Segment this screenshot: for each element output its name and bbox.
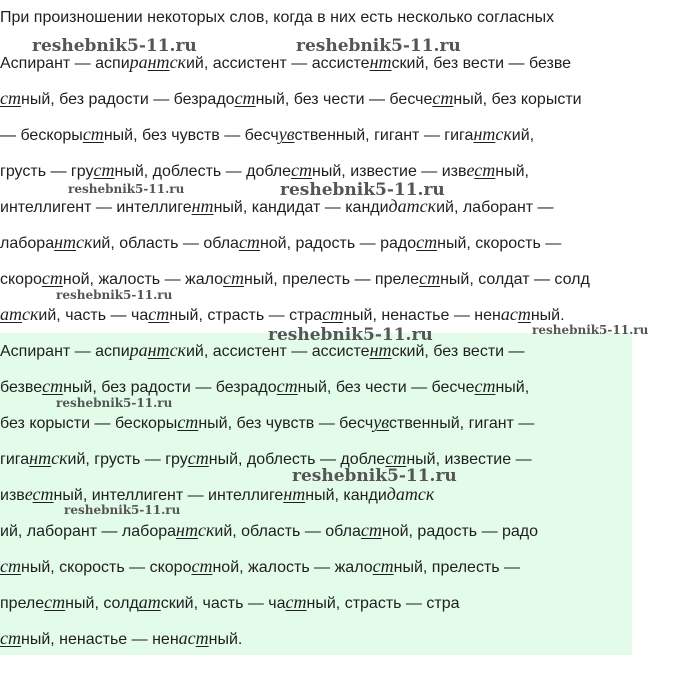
underlined-letters: т xyxy=(195,628,209,648)
text-segment: ий, грусть — гру xyxy=(67,451,188,468)
underlined-letters: ст xyxy=(41,268,63,288)
text-line xyxy=(0,268,590,288)
watermark: reshebnik5-11.ru xyxy=(68,182,185,196)
watermark: reshebnik5-11.ru xyxy=(296,36,461,56)
text-segment: ный, без радости — безрадо xyxy=(21,91,235,108)
text-line xyxy=(0,160,529,180)
text-segment: скоро xyxy=(0,271,42,288)
text-segment: ный, без корысти xyxy=(453,91,582,108)
text-segment: безве xyxy=(0,379,43,396)
italic-letters: ск xyxy=(169,52,186,72)
text-segment: ный, интеллигент — интеллиге xyxy=(53,487,284,504)
watermark: reshebnik5-11.ru xyxy=(32,36,197,56)
text-segment: ий, часть — ча xyxy=(38,307,149,324)
text-segment: ный, кандидат — канди xyxy=(213,199,389,216)
text-segment: ный, без чувств — бесч xyxy=(198,415,374,432)
text-segment: ный, xyxy=(495,163,529,180)
text-segment: ный, xyxy=(495,379,530,396)
underlined-letters: ст xyxy=(82,124,104,144)
text-segment: без корысти — бескоры xyxy=(0,415,178,432)
underlined-letters: ст xyxy=(474,160,496,180)
text-segment: изв xyxy=(0,487,25,504)
watermark: reshebnik5-11.ru xyxy=(532,323,649,337)
text-segment: ный, без радости — безрадо xyxy=(63,379,277,396)
watermark: reshebnik5-11.ru xyxy=(268,325,433,345)
underlined-letters: т xyxy=(517,304,531,324)
text-line xyxy=(0,556,520,576)
underlined-letters: ст xyxy=(32,484,54,504)
text-line xyxy=(0,124,534,144)
text-segment: ный, солдат — солд xyxy=(440,271,590,288)
text-segment: ий, ассистент — ассисте xyxy=(185,55,370,72)
text-line xyxy=(0,52,571,72)
text-segment: ский, без вести — xyxy=(391,343,525,360)
underlined-letters: ст xyxy=(322,304,344,324)
underlined-letters: ст xyxy=(285,592,307,612)
underlined-letters: ст xyxy=(432,88,454,108)
text-line xyxy=(0,304,565,324)
text-segment: ий, ассистент — ассисте xyxy=(185,343,370,360)
italic-letters: ра xyxy=(129,52,148,72)
italic-letters: е xyxy=(24,484,33,504)
italic-letters: ра xyxy=(129,340,148,360)
text-segment: ный, без чести — бесче xyxy=(255,91,433,108)
italic-letters: да xyxy=(386,484,405,504)
underlined-letters: нт xyxy=(191,196,214,216)
italic-letters: ск xyxy=(495,124,512,144)
text-segment: ий, область — обла xyxy=(92,235,239,252)
text-line xyxy=(0,232,561,252)
underlined-letters: нт xyxy=(283,484,306,504)
text-segment: Аспирант — аспи xyxy=(0,55,130,72)
text-segment: ный, без чести — бесче xyxy=(297,379,475,396)
text-segment: ный, солд xyxy=(65,595,139,612)
underlined-letters: ст xyxy=(385,448,407,468)
text-line xyxy=(0,484,434,504)
text-segment: ный, доблесть — добле xyxy=(208,451,386,468)
text-segment: ственный, гигант — xyxy=(389,415,535,432)
underlined-letters: ст xyxy=(372,556,394,576)
text-segment: — бескоры xyxy=(0,127,83,144)
underlined-letters: ст xyxy=(238,232,260,252)
text-line xyxy=(0,448,532,468)
text-line xyxy=(0,628,242,648)
text-segment: ственный, гигант — гига xyxy=(294,127,474,144)
text-segment: преле xyxy=(0,595,45,612)
text-line xyxy=(0,376,529,396)
italic-letters: ск xyxy=(197,520,215,540)
text-segment: ий, лаборант — xyxy=(436,199,554,216)
underlined-letters: ст xyxy=(177,412,199,432)
text-segment: ный, ненастье — нен xyxy=(343,307,501,324)
underlined-letters: ув xyxy=(373,412,390,432)
underlined-letters: нт xyxy=(176,520,198,540)
underlined-letters: ст xyxy=(0,556,21,576)
text-segment: ий, xyxy=(511,127,535,144)
text-segment: Аспирант — аспи xyxy=(0,343,130,360)
italic-letters: ас xyxy=(178,628,196,648)
text-segment: ский, часть — ча xyxy=(160,595,286,612)
underlined-letters: нт xyxy=(473,124,496,144)
underlined-letters: ат xyxy=(0,304,22,324)
text-segment: ный, прелесть — xyxy=(393,559,521,576)
underlined-letters: ст xyxy=(416,232,438,252)
italic-letters: тск xyxy=(404,484,435,504)
italic-letters: ск xyxy=(76,232,93,252)
text-segment: ий, лаборант — лабора xyxy=(0,523,177,540)
italic-letters: ас xyxy=(500,304,518,324)
text-segment: ский, без вести — безве xyxy=(391,55,572,72)
underlined-letters: ст xyxy=(187,448,209,468)
underlined-letters: ст xyxy=(360,520,382,540)
underlined-letters: ст xyxy=(474,376,496,396)
text-segment: ный, без чувств — бесч xyxy=(103,127,279,144)
text-segment: ий, область — обла xyxy=(214,523,361,540)
underlined-letters: нт xyxy=(29,448,52,468)
italic-letters: ск xyxy=(22,304,39,324)
text-segment: ной, радость — радо xyxy=(381,523,539,540)
underlined-letters: ув xyxy=(278,124,295,144)
watermark: reshebnik5-11.ru xyxy=(64,503,181,517)
underlined-letters: ст xyxy=(276,376,298,396)
text-segment: При произношении некоторых слов, когда в них есть несколько согласных xyxy=(0,9,555,26)
italic-letters: е xyxy=(466,160,475,180)
underlined-letters: ст xyxy=(0,88,21,108)
underlined-letters: ст xyxy=(291,160,313,180)
underlined-letters: ст xyxy=(42,376,64,396)
text-segment: ный, ненастье — нен xyxy=(21,631,179,648)
text-line xyxy=(0,592,460,612)
underlined-letters: ст xyxy=(223,268,245,288)
watermark: reshebnik5-11.ru xyxy=(56,288,173,302)
underlined-letters: нт xyxy=(369,340,392,360)
text-segment: интеллигент — интеллиге xyxy=(0,199,192,216)
text-segment: ной, жалость — жало xyxy=(212,559,373,576)
text-segment: ный, канди xyxy=(305,487,387,504)
text-segment: ный, известие — xyxy=(406,451,532,468)
text-segment: гига xyxy=(0,451,30,468)
underlined-letters: нт xyxy=(54,232,77,252)
text-segment: ный, страсть — стра xyxy=(306,595,460,612)
text-segment: ный, страсть — стра xyxy=(169,307,323,324)
text-line xyxy=(0,520,538,540)
text-segment: ной, радость — радо xyxy=(259,235,417,252)
watermark: reshebnik5-11.ru xyxy=(292,466,457,486)
text-line xyxy=(0,196,554,216)
underlined-letters: нт xyxy=(147,340,170,360)
underlined-letters: ст xyxy=(419,268,441,288)
text-segment: ный, доблесть — добле xyxy=(114,163,292,180)
underlined-letters: нт xyxy=(147,52,170,72)
text-segment: ный, известие — изв xyxy=(312,163,467,180)
italic-letters: да xyxy=(388,196,407,216)
text-line xyxy=(0,88,582,108)
text-segment: ный. xyxy=(530,307,565,324)
underlined-letters: ат xyxy=(138,592,161,612)
underlined-letters: нт xyxy=(369,52,392,72)
text-segment: ной, жалость — жало xyxy=(62,271,224,288)
text-line xyxy=(0,412,534,432)
underlined-letters: ст xyxy=(93,160,115,180)
watermark: reshebnik5-11.ru xyxy=(56,396,173,410)
underlined-letters: ст xyxy=(0,628,21,648)
italic-letters: тск xyxy=(406,196,437,216)
underlined-letters: ст xyxy=(148,304,170,324)
italic-letters: ск xyxy=(51,448,68,468)
underlined-letters: ст xyxy=(191,556,213,576)
text-line xyxy=(0,340,525,360)
text-segment: грусть — гру xyxy=(0,163,94,180)
text-segment: ный, скорость — скоро xyxy=(21,559,192,576)
text-line xyxy=(0,8,554,28)
text-segment: ный, скорость — xyxy=(437,235,562,252)
watermark: reshebnik5-11.ru xyxy=(280,180,445,200)
text-segment: ный. xyxy=(208,631,243,648)
text-segment: ный, прелесть — преле xyxy=(244,271,420,288)
text-segment: лабора xyxy=(0,235,55,252)
underlined-letters: ст xyxy=(44,592,66,612)
underlined-letters: ст xyxy=(234,88,256,108)
italic-letters: ск xyxy=(169,340,186,360)
